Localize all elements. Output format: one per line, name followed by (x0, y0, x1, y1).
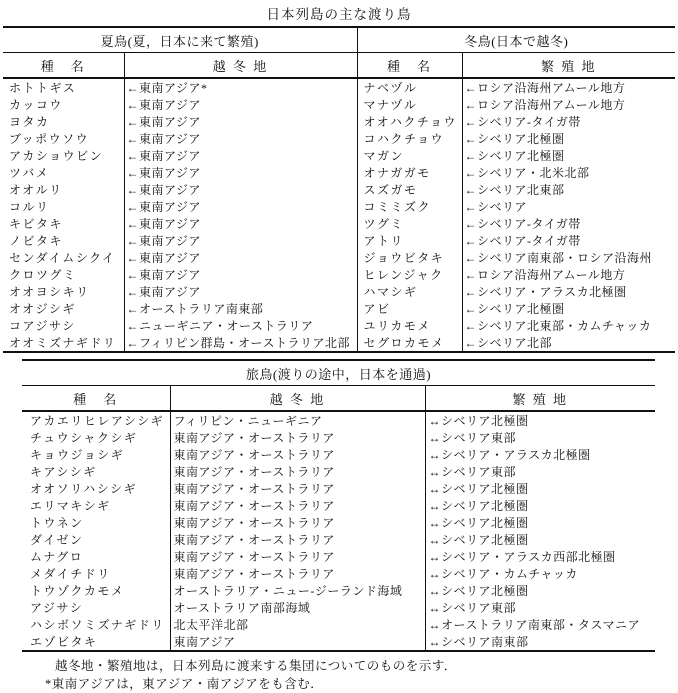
passage-species-cell: トウネン (22, 514, 170, 531)
winter-species-cell: マガン (357, 147, 462, 164)
table-row (22, 565, 655, 582)
passage-breeding-cell: ↔シベリア北極圏 (428, 482, 529, 496)
winter-breeding-cell: ←シベリア・北米北部 (464, 166, 590, 180)
table-row (3, 96, 675, 113)
table-row (3, 164, 675, 181)
passage-breeding-cell: ↔シベリア東部 (428, 601, 517, 615)
passage-species-cell: ムナグロ (22, 548, 170, 565)
summer-wintering-cell: ←東南アジア (124, 130, 357, 147)
summer-species-column-header: 種 名 (3, 53, 124, 79)
passage-species-cell: ダイゼン (22, 531, 170, 548)
winter-breeding-cell: ←シベリア・アラスカ北極圏 (464, 285, 627, 299)
winter-species-column-header: 種 名 (357, 53, 462, 79)
passage-species-cell: キアシシギ (22, 463, 170, 480)
passage-species-cell: メダイチドリ (22, 565, 170, 582)
passage-wintering-cell: 東南アジア・オーストラリア (170, 514, 425, 531)
table-row (3, 78, 675, 96)
table-row (22, 514, 655, 531)
summer-species-cell: コアジサシ (3, 317, 124, 334)
table-row (3, 198, 675, 215)
winter-breeding-column-header: 繁 殖 地 (462, 53, 675, 79)
winter-species-cell: マナヅル (357, 96, 462, 113)
summer-species-cell: ヨタカ (3, 113, 124, 130)
table-row (3, 147, 675, 164)
winter-species-cell: ハマシギ (357, 283, 462, 300)
table-row (22, 633, 655, 651)
summer-wintering-cell: ←オーストラリア南東部 (124, 300, 357, 317)
winter-breeding-cell: ←ロシア沿海州アムール地方 (464, 81, 626, 95)
winter-breeding-cell: ←シベリア北極圏 (464, 149, 565, 163)
passage-wintering-cell: 東南アジア・オーストラリア (170, 480, 425, 497)
winter-breeding-cell: ←シベリア北東部 (464, 183, 565, 197)
passage-wintering-cell: 東南アジア・オーストラリア (170, 548, 425, 565)
winter-species-cell: ツグミ (357, 215, 462, 232)
passage-wintering-cell: オーストラリア南部海域 (170, 599, 425, 616)
passage-species-cell: アジサシ (22, 599, 170, 616)
note-line-southeast-asia: *東南アジアは，東アジア・南アジアをも含む． (45, 677, 324, 691)
note-line-wintering-breeding: 越冬地・繁殖地は，日本列島に渡来する集団についてのものを示す． (55, 659, 457, 673)
table-row (3, 130, 675, 147)
winter-species-cell: アトリ (357, 232, 462, 249)
passage-breeding-cell: ↔シベリア北極圏 (428, 533, 529, 547)
table-row (3, 249, 675, 266)
winter-species-cell: オナガガモ (357, 164, 462, 181)
passage-breeding-cell: ↔オーストラリア南東部・タスマニア (428, 618, 641, 632)
table-row (3, 334, 675, 352)
summer-species-cell: ホトトギス (3, 78, 124, 96)
summer-species-cell: カッコウ (3, 96, 124, 113)
passage-wintering-cell: 東南アジア・オーストラリア (170, 497, 425, 514)
winter-breeding-cell: ←シベリア-タイガ帯 (464, 115, 581, 129)
winter-breeding-cell: ←シベリア (464, 200, 528, 214)
summer-wintering-cell: ←東南アジア (124, 249, 357, 266)
table-row (22, 548, 655, 565)
table-row (22, 599, 655, 616)
winter-breeding-cell: ←ロシア沿海州アムール地方 (464, 268, 626, 282)
summer-species-cell: アカショウビン (3, 147, 124, 164)
summer-wintering-cell: ←東南アジア (124, 164, 357, 181)
table-row (3, 283, 675, 300)
summer-wintering-cell: ←東南アジア (124, 232, 357, 249)
winter-breeding-cell: ←シベリア南東部・ロシア沿海州 (464, 251, 653, 265)
summer-species-cell: オオジシギ (3, 300, 124, 317)
summer-wintering-cell: ←ニューギニア・オーストラリア (124, 317, 357, 334)
passage-wintering-cell: 北太平洋北部 (170, 616, 425, 633)
winter-species-cell: スズガモ (357, 181, 462, 198)
passage-wintering-column-header: 越 冬 地 (170, 386, 425, 412)
table-row (3, 300, 675, 317)
summer-species-cell: ツバメ (3, 164, 124, 181)
passage-breeding-cell: ↔シベリア北極圏 (428, 584, 529, 598)
table-row (3, 266, 675, 283)
summer-species-cell: オオルリ (3, 181, 124, 198)
table-row (3, 181, 675, 198)
summer-wintering-cell: ←東南アジア (124, 215, 357, 232)
passage-species-cell: チュウシャクシギ (22, 429, 170, 446)
passage-wintering-cell: 東南アジア (170, 633, 425, 651)
passage-breeding-cell: ↔シベリア東部 (428, 465, 517, 479)
table-row (3, 232, 675, 249)
passage-birds-table (22, 359, 655, 652)
table-row (22, 429, 655, 446)
passage-wintering-cell: フィリピン・ニューギニア (170, 411, 425, 429)
table-row (22, 446, 655, 463)
summer-wintering-column-header: 越 冬 地 (124, 53, 357, 79)
passage-species-cell: オオソリハシシギ (22, 480, 170, 497)
winter-species-cell: コハクチョウ (357, 130, 462, 147)
winter-species-cell: アビ (357, 300, 462, 317)
winter-birds-section-header: 冬鳥(日本で越冬) (357, 27, 675, 53)
summer-species-cell: オオミズナギドリ (3, 334, 124, 352)
winter-species-cell: オオハクチョウ (357, 113, 462, 130)
winter-species-cell: ジョウビタキ (357, 249, 462, 266)
summer-species-cell: コルリ (3, 198, 124, 215)
passage-species-cell: キョウジョシギ (22, 446, 170, 463)
passage-breeding-cell: ↔シベリア北極圏 (428, 499, 529, 513)
table-row (22, 616, 655, 633)
notes (45, 657, 678, 693)
page-title: 日本列島の主な渡り鳥 (266, 7, 412, 22)
passage-breeding-cell: ↔シベリア・アラスカ西部北極圏 (428, 550, 616, 564)
table-row (3, 215, 675, 232)
passage-breeding-cell: ↔シベリア南東部 (428, 635, 529, 649)
summer-species-cell: ブッポウソウ (3, 130, 124, 147)
table-row (22, 480, 655, 497)
winter-species-cell: コミミズク (357, 198, 462, 215)
passage-breeding-cell: ↔シベリア・アラスカ北極圏 (428, 448, 591, 462)
summer-wintering-cell: ←東南アジア (124, 198, 357, 215)
passage-wintering-cell: 東南アジア・オーストラリア (170, 463, 425, 480)
summer-winter-birds-table (3, 26, 675, 353)
table-row (22, 531, 655, 548)
summer-species-cell: クロツグミ (3, 266, 124, 283)
passage-wintering-cell: 東南アジア・オーストラリア (170, 531, 425, 548)
winter-species-cell: ユリカモメ (357, 317, 462, 334)
table-row (3, 317, 675, 334)
summer-wintering-cell: ←東南アジア (124, 147, 357, 164)
winter-species-cell: ヒレンジャク (357, 266, 462, 283)
table-row (22, 411, 655, 429)
summer-species-cell: センダイムシクイ (3, 249, 124, 266)
table-row (22, 582, 655, 599)
summer-wintering-cell: ←東南アジア (124, 181, 357, 198)
passage-wintering-cell: オーストラリア・ニュー-ジーランド海域 (170, 582, 425, 599)
passage-breeding-column-header: 繁 殖 地 (425, 386, 655, 412)
summer-wintering-cell: ←東南アジア* (124, 78, 357, 96)
table-row (3, 113, 675, 130)
winter-breeding-cell: ←シベリア-タイガ帯 (464, 217, 581, 231)
summer-wintering-cell: ←東南アジア (124, 283, 357, 300)
winter-species-cell: セグロカモメ (357, 334, 462, 352)
table-row (22, 497, 655, 514)
passage-species-column-header: 種 名 (22, 386, 170, 412)
winter-breeding-cell: ←シベリア-タイガ帯 (464, 234, 581, 248)
table-row (22, 463, 655, 480)
passage-species-cell: エリマキシギ (22, 497, 170, 514)
winter-species-cell: ナベヅル (357, 78, 462, 96)
passage-species-cell: トウゾクカモメ (22, 582, 170, 599)
summer-species-cell: ノビタキ (3, 232, 124, 249)
passage-wintering-cell: 東南アジア・オーストラリア (170, 429, 425, 446)
summer-wintering-cell: ←東南アジア (124, 96, 357, 113)
passage-breeding-cell: ↔シベリア北極圏 (428, 516, 529, 530)
summer-wintering-cell: ←東南アジア (124, 266, 357, 283)
passage-wintering-cell: 東南アジア・オーストラリア (170, 446, 425, 463)
summer-species-cell: オオヨシキリ (3, 283, 124, 300)
winter-breeding-cell: ←シベリア北部 (464, 336, 553, 350)
passage-species-cell: ハシボソミズナギドリ (22, 616, 170, 633)
passage-birds-section-header: 旅鳥(渡りの途中，日本を通過) (22, 360, 655, 386)
summer-wintering-cell: ←東南アジア (124, 113, 357, 130)
passage-species-cell: エゾビタキ (22, 633, 170, 651)
winter-breeding-cell: ←シベリア北極圏 (464, 132, 565, 146)
passage-breeding-cell: ↔シベリア・カムチャッカ (428, 567, 578, 581)
winter-breeding-cell: ←シベリア北東部・カムチャッカ (464, 319, 652, 333)
summer-species-cell: キビタキ (3, 215, 124, 232)
passage-wintering-cell: 東南アジア・オーストラリア (170, 565, 425, 582)
summer-wintering-cell: ←フィリピン群島・オーストラリア北部 (124, 334, 357, 352)
passage-breeding-cell: ↔シベリア北極圏 (428, 414, 529, 428)
summer-birds-section-header: 夏鳥(夏，日本に来て繁殖) (3, 27, 357, 53)
winter-breeding-cell: ←シベリア北極圏 (464, 302, 565, 316)
passage-species-cell: アカエリヒレアシシギ (22, 411, 170, 429)
passage-breeding-cell: ↔シベリア東部 (428, 431, 517, 445)
winter-breeding-cell: ←ロシア沿海州アムール地方 (464, 98, 626, 112)
